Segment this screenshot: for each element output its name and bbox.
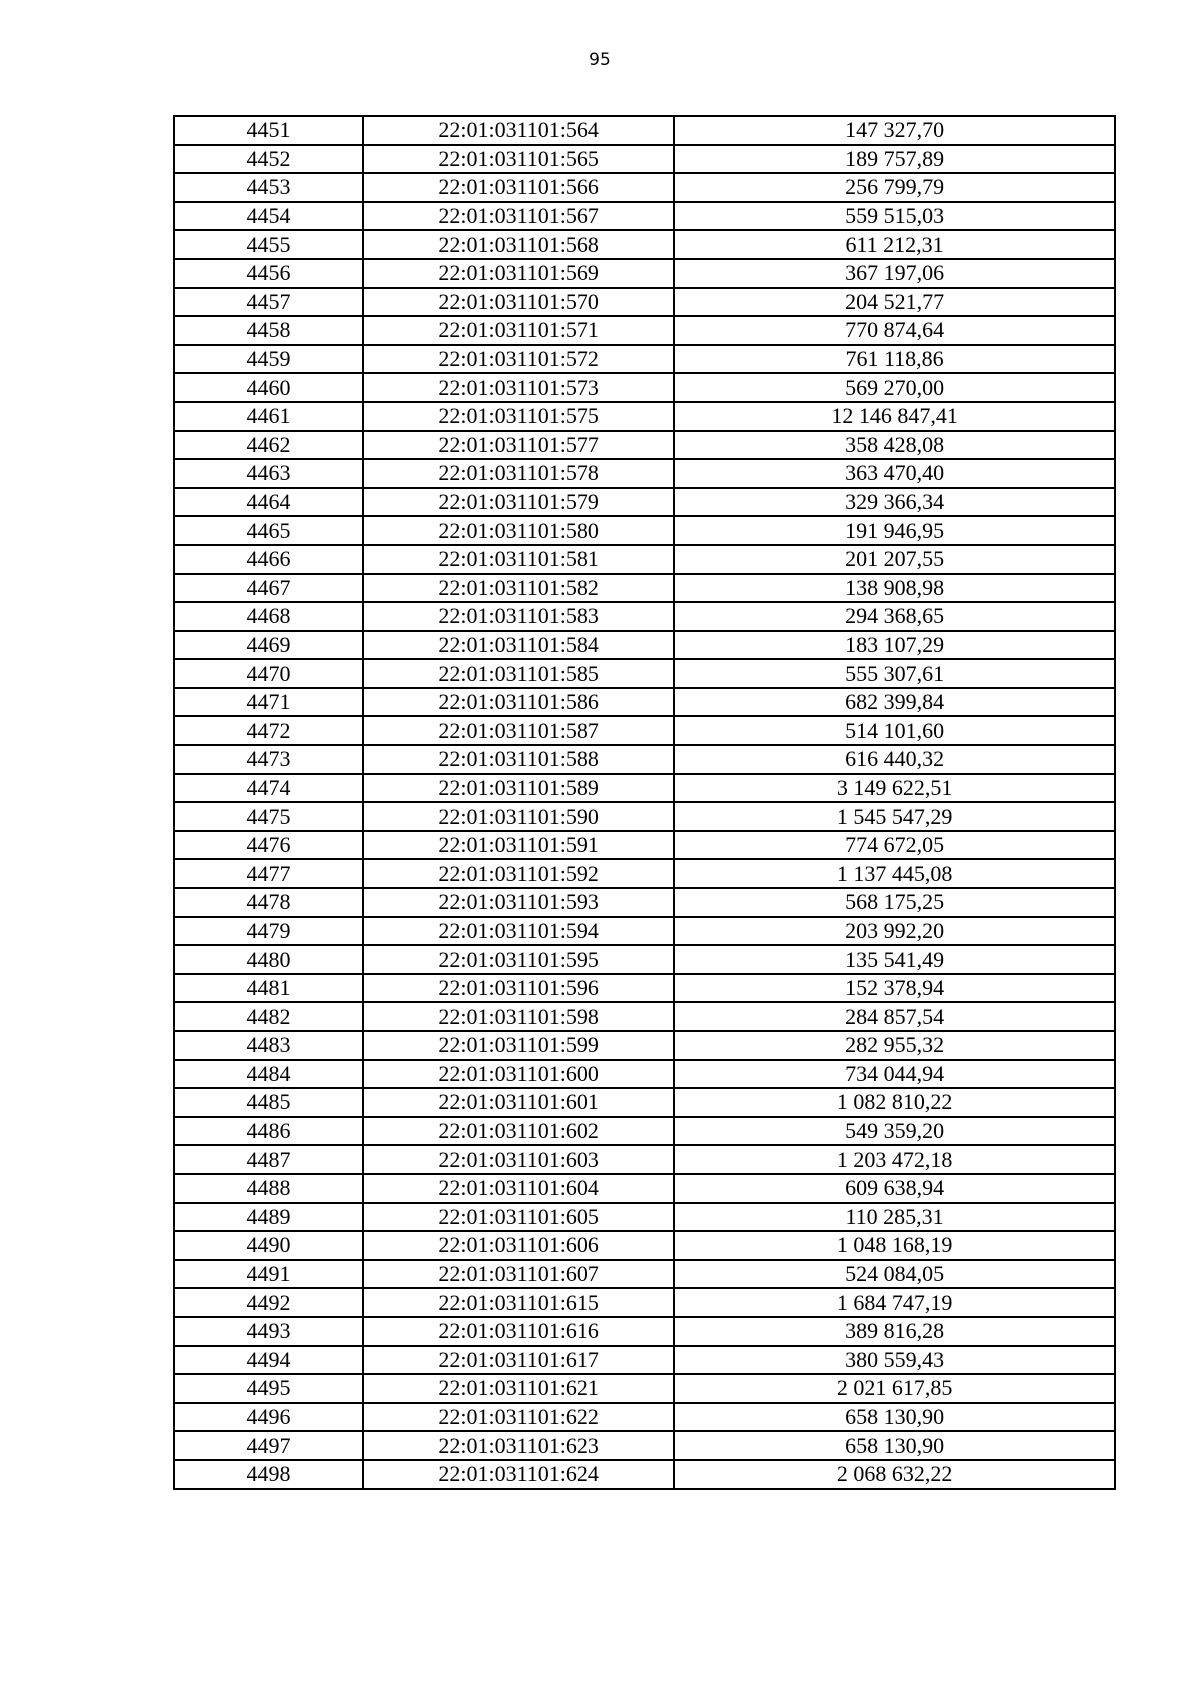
table-row: [174, 316, 1115, 345]
cadastral-value-cell: 12 146 847,41: [674, 402, 1115, 431]
cadastral-number-cell: 22:01:031101:570: [363, 288, 674, 317]
cadastral-number-cell: 22:01:031101:584: [363, 631, 674, 660]
cadastral-value-cell: 138 908,98: [674, 574, 1115, 603]
cadastral-number-cell: 22:01:031101:569: [363, 259, 674, 288]
table-row: [174, 945, 1115, 974]
row-number-cell: 4453: [174, 173, 363, 202]
cadastral-number-cell: 22:01:031101:573: [363, 373, 674, 402]
cadastral-value-cell: 1 545 547,29: [674, 802, 1115, 831]
cadastral-number-cell: 22:01:031101:577: [363, 431, 674, 460]
cadastral-number-cell: 22:01:031101:572: [363, 345, 674, 374]
table-row: [174, 917, 1115, 946]
row-number-cell: 4456: [174, 259, 363, 288]
row-number-cell: 4493: [174, 1317, 363, 1346]
table-row: [174, 516, 1115, 545]
cadastral-number-cell: 22:01:031101:571: [363, 316, 674, 345]
table-row: [174, 1460, 1115, 1489]
table-row: [174, 688, 1115, 717]
table-row: [174, 774, 1115, 803]
table-row: [174, 716, 1115, 745]
row-number-cell: 4462: [174, 431, 363, 460]
cadastral-number-cell: 22:01:031101:605: [363, 1203, 674, 1232]
cadastral-number-cell: 22:01:031101:594: [363, 917, 674, 946]
cadastral-value-cell: 152 378,94: [674, 974, 1115, 1003]
cadastral-value-cell: 147 327,70: [674, 116, 1115, 145]
cadastral-value-cell: 559 515,03: [674, 202, 1115, 231]
cadastral-number-cell: 22:01:031101:567: [363, 202, 674, 231]
row-number-cell: 4469: [174, 631, 363, 660]
table-row: [174, 202, 1115, 231]
cadastral-number-cell: 22:01:031101:595: [363, 945, 674, 974]
row-number-cell: 4455: [174, 230, 363, 259]
table-row: [174, 1002, 1115, 1031]
cadastral-number-cell: 22:01:031101:590: [363, 802, 674, 831]
cadastral-number-cell: 22:01:031101:581: [363, 545, 674, 574]
cadastral-number-cell: 22:01:031101:603: [363, 1145, 674, 1174]
row-number-cell: 4458: [174, 316, 363, 345]
row-number-cell: 4451: [174, 116, 363, 145]
row-number-cell: 4498: [174, 1460, 363, 1489]
table-row: [174, 1174, 1115, 1203]
cadastral-value-cell: 1 082 810,22: [674, 1088, 1115, 1117]
cadastral-number-cell: 22:01:031101:615: [363, 1288, 674, 1317]
cadastral-number-cell: 22:01:031101:604: [363, 1174, 674, 1203]
row-number-cell: 4495: [174, 1374, 363, 1403]
cadastral-number-cell: 22:01:031101:578: [363, 459, 674, 488]
row-number-cell: 4459: [174, 345, 363, 374]
cadastral-value-cell: 183 107,29: [674, 631, 1115, 660]
cadastral-number-cell: 22:01:031101:606: [363, 1231, 674, 1260]
cadastral-number-cell: 22:01:031101:583: [363, 602, 674, 631]
table-row: [174, 259, 1115, 288]
table-row: [174, 1403, 1115, 1432]
cadastral-number-cell: 22:01:031101:617: [363, 1346, 674, 1375]
table-row: [174, 373, 1115, 402]
row-number-cell: 4490: [174, 1231, 363, 1260]
row-number-cell: 4477: [174, 859, 363, 888]
cadastral-value-cell: 774 672,05: [674, 831, 1115, 860]
row-number-cell: 4496: [174, 1403, 363, 1432]
cadastral-value-cell: 616 440,32: [674, 745, 1115, 774]
table-row: [174, 1346, 1115, 1375]
table-row: [174, 1088, 1115, 1117]
table-row: [174, 230, 1115, 259]
cadastral-number-cell: 22:01:031101:599: [363, 1031, 674, 1060]
table-row: [174, 745, 1115, 774]
table-row: [174, 345, 1115, 374]
row-number-cell: 4466: [174, 545, 363, 574]
table-row: [174, 1203, 1115, 1232]
cadastral-number-cell: 22:01:031101:600: [363, 1060, 674, 1089]
cadastral-number-cell: 22:01:031101:575: [363, 402, 674, 431]
cadastral-value-cell: 135 541,49: [674, 945, 1115, 974]
table-row: [174, 145, 1115, 174]
cadastral-number-cell: 22:01:031101:580: [363, 516, 674, 545]
row-number-cell: 4470: [174, 659, 363, 688]
row-number-cell: 4492: [174, 1288, 363, 1317]
cadastral-number-cell: 22:01:031101:586: [363, 688, 674, 717]
table-row: [174, 1060, 1115, 1089]
cadastral-number-cell: 22:01:031101:589: [363, 774, 674, 803]
cadastral-value-cell: 770 874,64: [674, 316, 1115, 345]
cadastral-number-cell: 22:01:031101:593: [363, 888, 674, 917]
cadastral-number-cell: 22:01:031101:623: [363, 1431, 674, 1460]
row-number-cell: 4457: [174, 288, 363, 317]
row-number-cell: 4489: [174, 1203, 363, 1232]
cadastral-value-cell: 203 992,20: [674, 917, 1115, 946]
table-row: [174, 574, 1115, 603]
row-number-cell: 4474: [174, 774, 363, 803]
cadastral-value-cell: 191 946,95: [674, 516, 1115, 545]
table-row: [174, 974, 1115, 1003]
table-body: [174, 116, 1115, 1489]
cadastral-value-cell: 3 149 622,51: [674, 774, 1115, 803]
row-number-cell: 4465: [174, 516, 363, 545]
table-row: [174, 116, 1115, 145]
cadastral-value-cell: 201 207,55: [674, 545, 1115, 574]
cadastral-number-cell: 22:01:031101:601: [363, 1088, 674, 1117]
row-number-cell: 4475: [174, 802, 363, 831]
table-row: [174, 488, 1115, 517]
table-row: [174, 431, 1115, 460]
row-number-cell: 4481: [174, 974, 363, 1003]
cadastral-number-cell: 22:01:031101:596: [363, 974, 674, 1003]
cadastral-number-cell: 22:01:031101:621: [363, 1374, 674, 1403]
cadastral-value-cell: 294 368,65: [674, 602, 1115, 631]
cadastral-value-cell: 1 048 168,19: [674, 1231, 1115, 1260]
cadastral-number-cell: 22:01:031101:616: [363, 1317, 674, 1346]
table-row: [174, 1260, 1115, 1289]
table-row: [174, 288, 1115, 317]
row-number-cell: 4494: [174, 1346, 363, 1375]
row-number-cell: 4464: [174, 488, 363, 517]
cadastral-value-cell: 569 270,00: [674, 373, 1115, 402]
table-row: [174, 802, 1115, 831]
row-number-cell: 4487: [174, 1145, 363, 1174]
row-number-cell: 4467: [174, 574, 363, 603]
cadastral-value-cell: 2 068 632,22: [674, 1460, 1115, 1489]
row-number-cell: 4480: [174, 945, 363, 974]
table-row: [174, 1231, 1115, 1260]
table-row: [174, 1288, 1115, 1317]
row-number-cell: 4486: [174, 1117, 363, 1146]
table-row: [174, 1317, 1115, 1346]
table-row: [174, 1374, 1115, 1403]
cadastral-number-cell: 22:01:031101:568: [363, 230, 674, 259]
cadastral-value-cell: 367 197,06: [674, 259, 1115, 288]
row-number-cell: 4472: [174, 716, 363, 745]
cadastral-value-cell: 256 799,79: [674, 173, 1115, 202]
table-row: [174, 1031, 1115, 1060]
row-number-cell: 4497: [174, 1431, 363, 1460]
row-number-cell: 4482: [174, 1002, 363, 1031]
table-row: [174, 831, 1115, 860]
row-number-cell: 4468: [174, 602, 363, 631]
table-row: [174, 459, 1115, 488]
row-number-cell: 4484: [174, 1060, 363, 1089]
cadastral-number-cell: 22:01:031101:602: [363, 1117, 674, 1146]
cadastral-number-cell: 22:01:031101:588: [363, 745, 674, 774]
cadastral-value-cell: 189 757,89: [674, 145, 1115, 174]
cadastral-value-cell: 389 816,28: [674, 1317, 1115, 1346]
cadastral-value-cell: 734 044,94: [674, 1060, 1115, 1089]
cadastral-number-cell: 22:01:031101:582: [363, 574, 674, 603]
cadastral-value-cell: 204 521,77: [674, 288, 1115, 317]
row-number-cell: 4483: [174, 1031, 363, 1060]
row-number-cell: 4478: [174, 888, 363, 917]
row-number-cell: 4454: [174, 202, 363, 231]
row-number-cell: 4463: [174, 459, 363, 488]
cadastral-value-cell: 282 955,32: [674, 1031, 1115, 1060]
cadastral-value-cell: 682 399,84: [674, 688, 1115, 717]
cadastral-number-cell: 22:01:031101:579: [363, 488, 674, 517]
cadastral-value-cell: 358 428,08: [674, 431, 1115, 460]
cadastral-value-cell: 761 118,86: [674, 345, 1115, 374]
cadastral-value-cell: 658 130,90: [674, 1431, 1115, 1460]
cadastral-number-cell: 22:01:031101:566: [363, 173, 674, 202]
cadastral-number-cell: 22:01:031101:598: [363, 1002, 674, 1031]
cadastral-value-cell: 609 638,94: [674, 1174, 1115, 1203]
cadastral-number-cell: 22:01:031101:624: [363, 1460, 674, 1489]
cadastral-value-cell: 363 470,40: [674, 459, 1115, 488]
cadastral-number-cell: 22:01:031101:585: [363, 659, 674, 688]
cadastral-number-cell: 22:01:031101:591: [363, 831, 674, 860]
cadastral-value-cell: 284 857,54: [674, 1002, 1115, 1031]
row-number-cell: 4460: [174, 373, 363, 402]
cadastral-value-cell: 524 084,05: [674, 1260, 1115, 1289]
cadastral-value-table: [173, 115, 1116, 1490]
table-row: [174, 1117, 1115, 1146]
cadastral-value-cell: 380 559,43: [674, 1346, 1115, 1375]
table-row: [174, 859, 1115, 888]
table-row: [174, 602, 1115, 631]
row-number-cell: 4452: [174, 145, 363, 174]
table-row: [174, 888, 1115, 917]
cadastral-value-cell: 611 212,31: [674, 230, 1115, 259]
cadastral-value-cell: 568 175,25: [674, 888, 1115, 917]
cadastral-value-cell: 1 137 445,08: [674, 859, 1115, 888]
row-number-cell: 4488: [174, 1174, 363, 1203]
cadastral-number-cell: 22:01:031101:607: [363, 1260, 674, 1289]
cadastral-number-cell: 22:01:031101:592: [363, 859, 674, 888]
table-row: [174, 631, 1115, 660]
cadastral-number-cell: 22:01:031101:587: [363, 716, 674, 745]
table-row: [174, 402, 1115, 431]
row-number-cell: 4476: [174, 831, 363, 860]
cadastral-value-cell: 329 366,34: [674, 488, 1115, 517]
table-row: [174, 1145, 1115, 1174]
cadastral-number-cell: 22:01:031101:565: [363, 145, 674, 174]
row-number-cell: 4491: [174, 1260, 363, 1289]
page-number: 95: [589, 50, 611, 70]
cadastral-number-cell: 22:01:031101:564: [363, 116, 674, 145]
row-number-cell: 4473: [174, 745, 363, 774]
table-row: [174, 173, 1115, 202]
cadastral-value-cell: 110 285,31: [674, 1203, 1115, 1232]
cadastral-value-cell: 2 021 617,85: [674, 1374, 1115, 1403]
row-number-cell: 4485: [174, 1088, 363, 1117]
cadastral-value-cell: 514 101,60: [674, 716, 1115, 745]
table-row: [174, 545, 1115, 574]
cadastral-number-cell: 22:01:031101:622: [363, 1403, 674, 1432]
row-number-cell: 4471: [174, 688, 363, 717]
cadastral-value-cell: 1 684 747,19: [674, 1288, 1115, 1317]
row-number-cell: 4461: [174, 402, 363, 431]
cadastral-value-cell: 555 307,61: [674, 659, 1115, 688]
table-row: [174, 659, 1115, 688]
table-row: [174, 1431, 1115, 1460]
cadastral-value-cell: 1 203 472,18: [674, 1145, 1115, 1174]
cadastral-value-cell: 658 130,90: [674, 1403, 1115, 1432]
cadastral-value-cell: 549 359,20: [674, 1117, 1115, 1146]
row-number-cell: 4479: [174, 917, 363, 946]
